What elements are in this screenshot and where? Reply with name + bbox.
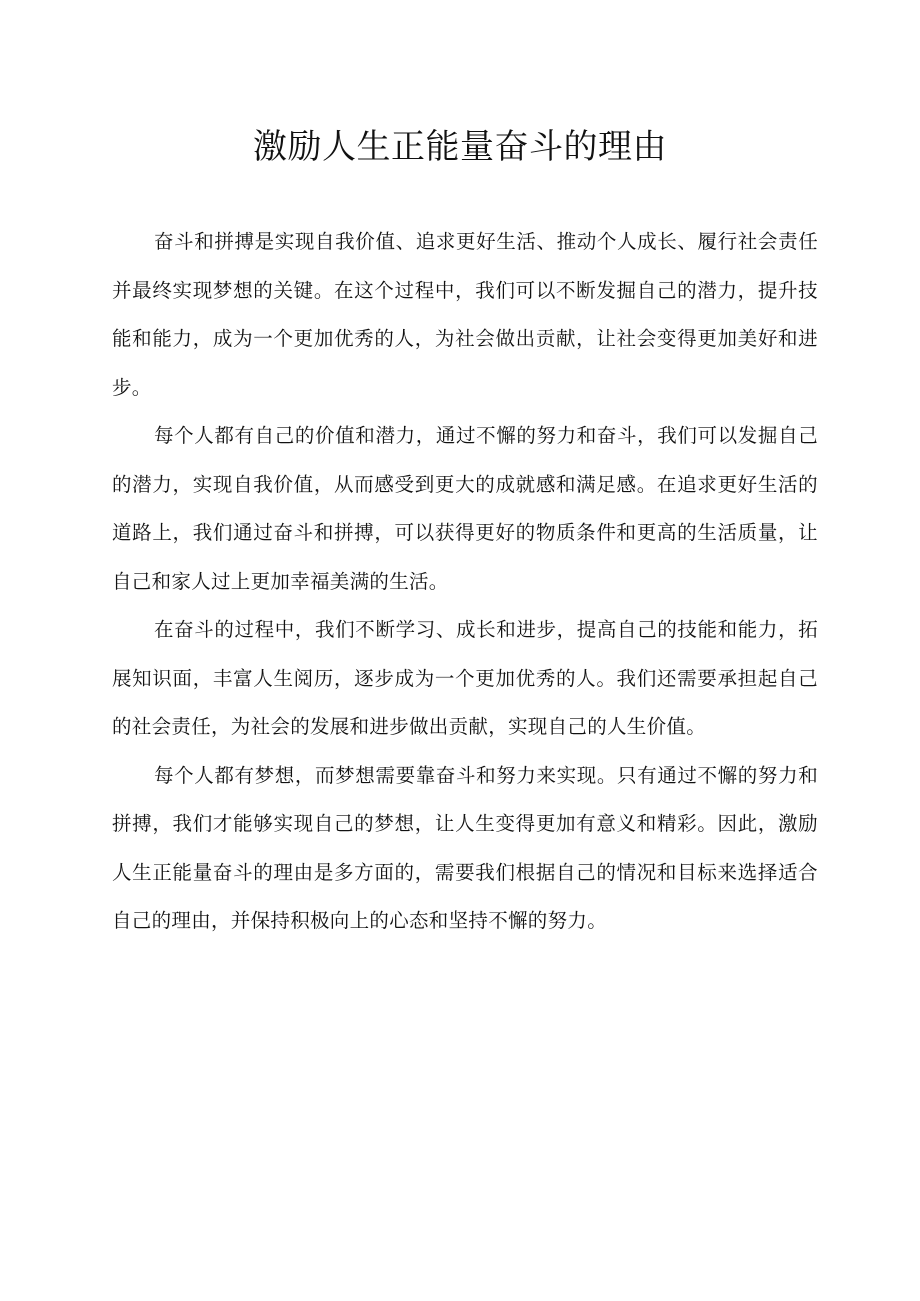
document-title: 激励人生正能量奋斗的理由 [253,127,667,167]
document-body [112,218,818,946]
paragraph-2: 每个人都有自己的价值和潜力，通过不懈的努力和奋斗，我们可以发掘自己的潜力，实现自我价值，从而感受到更大的成就感和满足感。在追求更好生活的道路上，我们通过奋斗和拼搏，可以获得更好的物质条件和更高的生活质量，让自己和家人过上更加幸福美满的生活。 [112,424,818,593]
paragraph-3: 在奋斗的过程中，我们不断学习、成长和进步，提高自己的技能和能力，拓展知识面，丰富人生阅历，逐步成为一个更加优秀的人。我们还需要承担起自己的社会责任，为社会的发展和进步做出贡献，实现自己的人生价值。 [112,618,818,738]
paragraph-1: 奋斗和拼搏是实现自我价值、追求更好生活、推动个人成长、履行社会责任并最终实现梦想的关键。在这个过程中，我们可以不断发掘自己的潜力，提升技能和能力，成为一个更加优秀的人，为社会做出贡献，让社会变得更加美好和进步。 [112,230,818,399]
paragraph-4: 每个人都有梦想，而梦想需要靠奋斗和努力来实现。只有通过不懈的努力和拼搏，我们才能够实现自己的梦想，让人生变得更加有意义和精彩。因此，激励人生正能量奋斗的理由是多方面的，需要我们根据自己的情况和目标来选择适合自己的理由，并保持积极向上的心态和坚持不懈的努力。 [112,763,818,932]
